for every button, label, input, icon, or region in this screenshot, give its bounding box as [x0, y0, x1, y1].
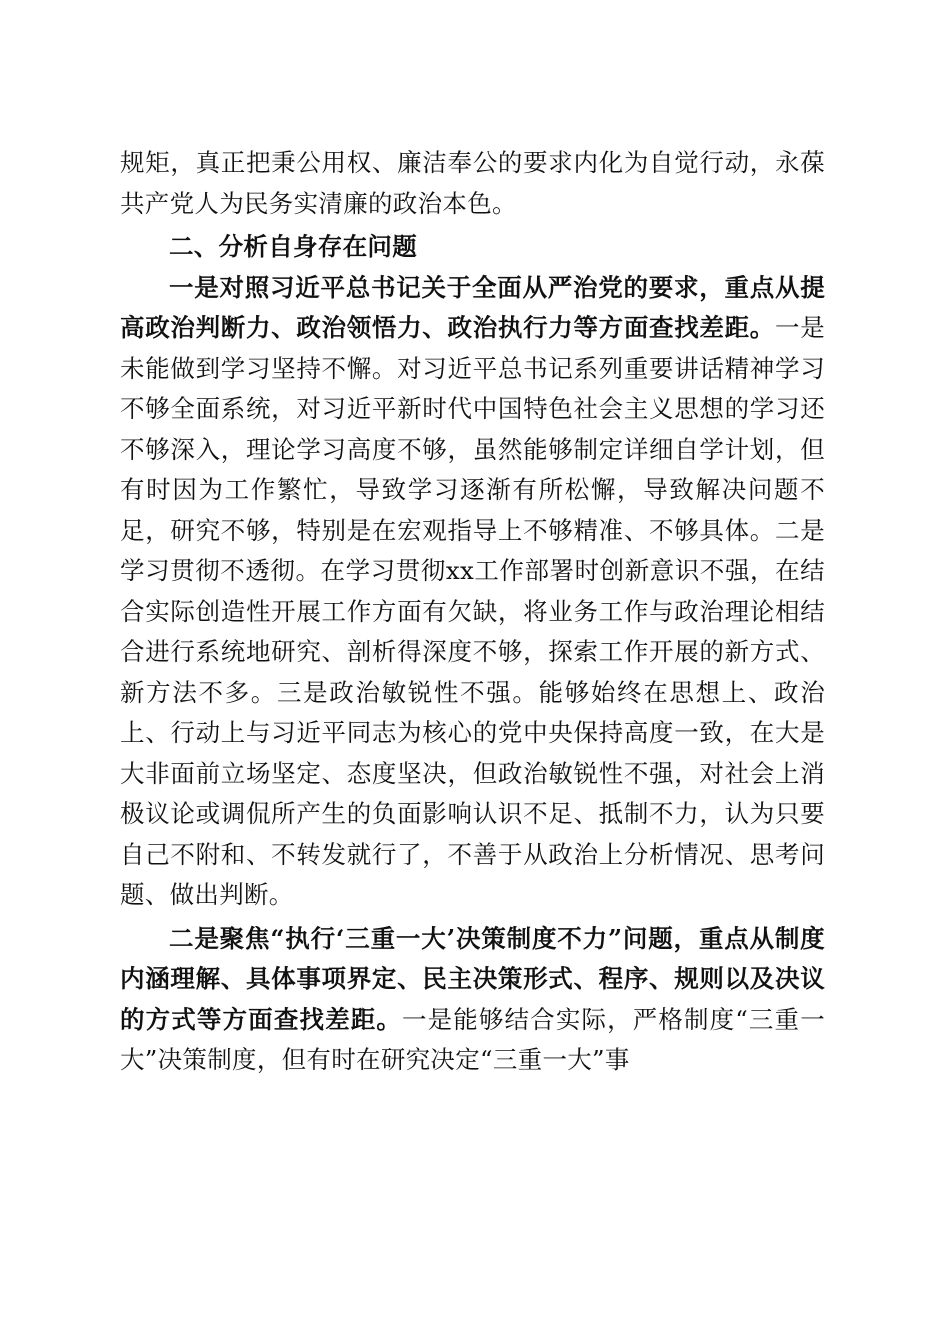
paragraph-item-one: [120, 268, 825, 916]
paragraph-item-two-lead: 二是聚焦“执行‘三重一大’决策制度不力”问题，重点从制度内涵理解、具体事项界定、民主决策形式、程序、规则以及决议的方式等方面查找差距。: [120, 923, 825, 1034]
paragraph-continuation: 规矩，真正把秉公用权、廉洁奉公的要求内化为自觉行动，永葆共产党人为民务实清廉的政治本色。: [120, 148, 825, 218]
paragraph-item-two-body: 一是能够结合实际，严格制度“三重一大”决策制度，但有时在研究决定“三重一大”事: [120, 1004, 825, 1074]
document-page: [120, 143, 825, 1081]
paragraph-item-one-body: 一是未能做到学习坚持不懈。对习近平总书记系列重要讲话精神学习不够全面系统，对习近平新时代中国特色社会主义思想的学习还不够深入，理论学习高度不够，虽然能够制定详细自学计划，但有时因为工作繁忙，导致学习逐渐有所松懈，导致解决问题不足，研究不够，特别是在宏观指导上不够精准、不够具体。二是学习贯彻不透彻。在学习贯彻xx工作部署时创新意识不强，在结合实际创造性开展工作方面有欠缺，将业务工作与政治理论相结合进行系统地研究、剖析得深度不够，探索工作开展的新方式、新方法不多。三是政治敏锐性不强。能够始终在思想上、政治上、行动上与习近平同志为核心的党中央保持高度一致，在大是大非面前立场坚定、态度坚决，但政治敏锐性不强，对社会上消极议论或调侃所产生的负面影响认识不足、抵制不力，认为只要自己不附和、不转发就行了，不善于从政治上分析情况、思考问题、做出判断。: [120, 313, 825, 909]
section-heading: 二、分析自身存在问题: [169, 232, 417, 261]
paragraph-item-two: [120, 919, 825, 1081]
paragraph-item-one-lead: 一是对照习近平总书记关于全面从严治党的要求，重点从提高政治判断力、政治领悟力、政治执行力等方面查找差距。: [120, 272, 825, 342]
